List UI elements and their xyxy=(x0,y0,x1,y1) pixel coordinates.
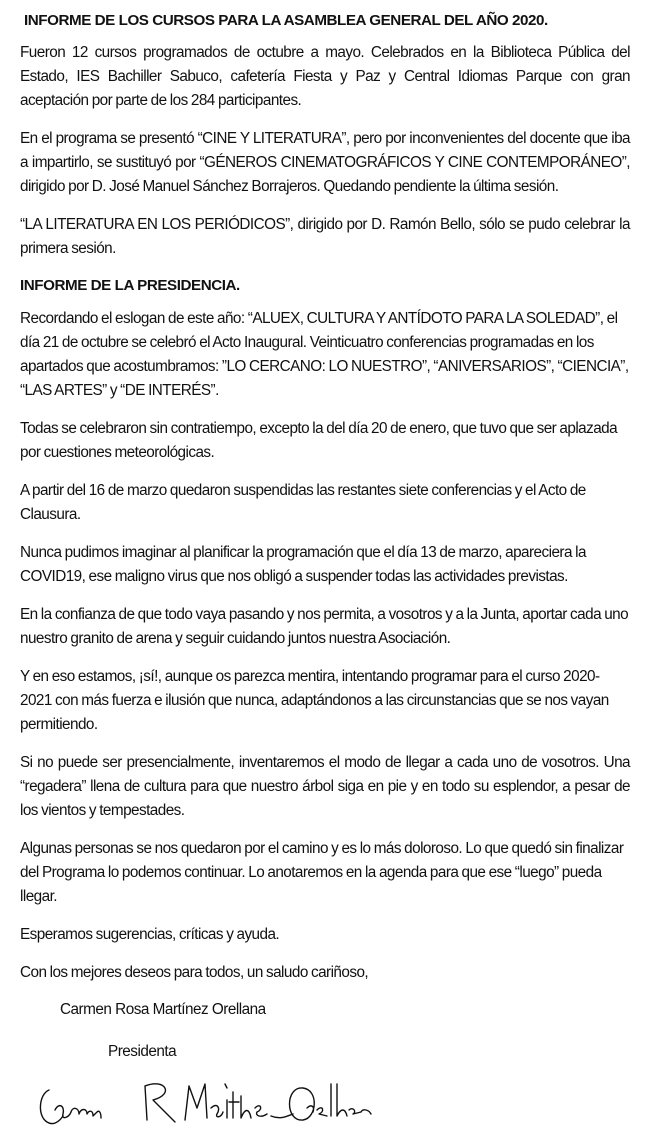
handwritten-signature-icon xyxy=(35,1072,375,1132)
covid-paragraph: Nunca pudimos imaginar al planificar la programación que el día 13 de marzo, apareciera la COVID19, ese maligno virus que nos obligó a suspender todas las actividades previstas. xyxy=(20,544,586,585)
confidence-paragraph: En la confianza de que todo vaya pasando y nos permita, a vosotros y a la Junta, aportar cada uno nuestro granito de arena y seguir cuidando juntos nuestra Asociación. xyxy=(20,606,629,647)
courses-summary-paragraph: Fueron 12 cursos programados de octubre a mayo. Celebrados en la Biblioteca Pública del Estado, IES Bachiller Sabuco, cafetería Fiesta y Paz y Central Idiomas Parque con gran aceptación por parte de los 284 participantes. xyxy=(20,44,630,109)
cinema-course-paragraph: En el programa se presentó “CINE Y LITERATURA”, pero por inconvenientes del docente que iba a impartirlo, se sustituyó por “GÉNEROS CINEMATOGRÁFICOS Y CINE CONTEMPORÁNEO”, dirigido por D. José Manuel Sánchez Borrajeros. Quedando pendiente la última sesión. xyxy=(20,130,630,195)
conferences-paragraph: Todas se celebraron sin contratiempo, excepto la del día 20 de enero, que tuvo que ser aplazada por cuestiones meteorológicas. xyxy=(20,420,618,461)
signatory-name: Carmen Rosa Martínez Orellana xyxy=(60,1001,266,1018)
courses-report-heading: INFORME DE LOS CURSOS PARA LA ASAMBLEA GENERAL DEL AÑO 2020. xyxy=(24,12,548,29)
remembrance-paragraph: Algunas personas se nos quedaron por el camino y es lo más doloroso. Lo que quedó sin finalizar del Programa lo podemos continuar. Lo anotaremos en la agenda para que ese “luego” pueda llegar. xyxy=(20,840,624,905)
slogan-paragraph: Recordando el eslogan de este año: “ALUEX, CULTURA Y ANTÍDOTO PARA LA SOLEDAD”, el día 21 de octubre se celebró el Acto Inaugural. Veinticuatro conferencias programadas en los apartados que acostumbramos: ”LO CERCANO: LO NUESTRO”, “ANIVERSARIOS”, “CIENCIA”, “LAS ARTES” y “DE INTERÉS”. xyxy=(20,310,629,399)
suggestions-paragraph: Esperamos sugerencias, críticas y ayuda. xyxy=(20,926,280,943)
presidency-report-heading: INFORME DE LA PRESIDENCIA. xyxy=(20,277,240,294)
planning-paragraph: Y en eso estamos, ¡sí!, aunque os parezca mentira, intentando programar para el curso 2020-2021 con más fuerza e ilusión que nunca, adaptándonos a las circunstancias que se nos vayan permitiendo. xyxy=(20,668,609,733)
outreach-paragraph: Si no puede ser presencialmente, inventaremos el modo de llegar a cada uno de vosotros. Una “regadera” llena de cultura para que nuestro árbol siga en pie y en todo su esplendor, a pesar de los vientos y tempestades. xyxy=(20,754,630,819)
document-page xyxy=(20,10,630,1063)
newspapers-course-paragraph: “LA LITERATURA EN LOS PERIÓDICOS”, dirigido por D. Ramón Bello, sólo se pudo celebrar la primera sesión. xyxy=(20,216,630,257)
signatory-title: Presidenta xyxy=(108,1043,177,1060)
suspension-paragraph: A partir del 16 de marzo quedaron suspendidas las restantes siete conferencias y el Acto de Clausura. xyxy=(20,482,586,523)
closing-greeting-paragraph: Con los mejores deseos para todos, un saludo cariñoso, xyxy=(20,964,369,981)
